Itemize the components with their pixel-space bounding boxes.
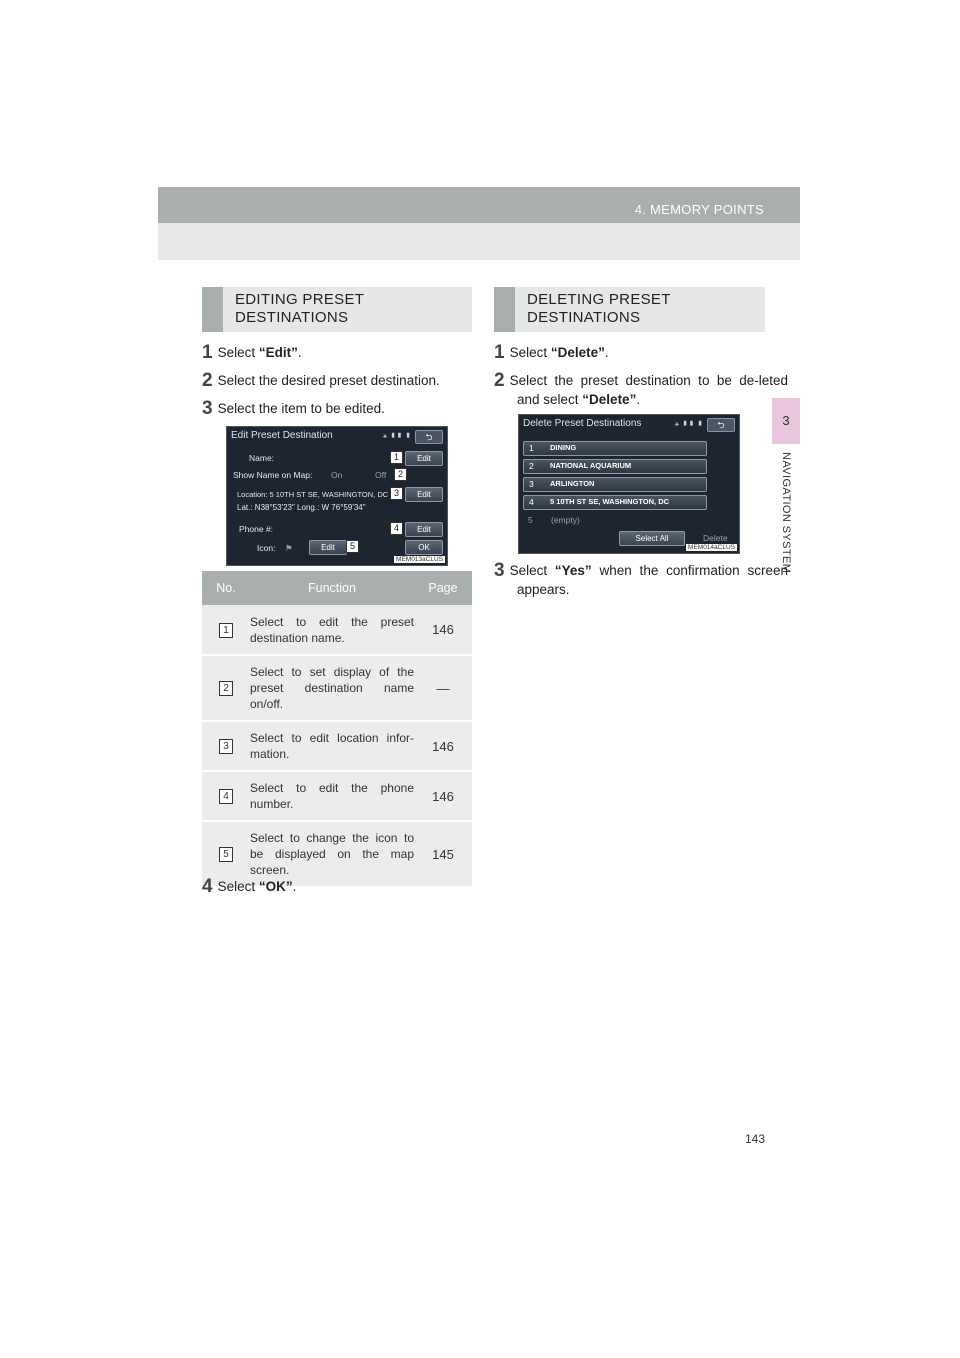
on-option[interactable]: On: [331, 470, 343, 480]
flag-icon: ⚑: [285, 543, 293, 553]
list-item[interactable]: 1 DINING: [523, 441, 707, 456]
header-bar: [158, 187, 800, 223]
page-ref: 146: [414, 771, 472, 821]
item-number: 4: [219, 789, 233, 804]
figure-code: MEM014aCLUS: [688, 544, 735, 551]
screen-title: Delete Preset Destinations: [523, 418, 642, 429]
item-number: 5: [219, 847, 233, 862]
header-function: Function: [250, 571, 414, 605]
callout-4: 4: [390, 522, 403, 535]
edit-name-button[interactable]: Edit: [405, 451, 443, 466]
page-ref: —: [414, 655, 472, 721]
table-row: [202, 771, 472, 821]
heading-stripe: [494, 287, 515, 332]
name-label: Name:: [249, 453, 275, 463]
signal-status-icon: ⚹ ▮▮ ▮: [382, 431, 411, 440]
icon-label: Icon:: [257, 543, 276, 553]
screen-title: Edit Preset Destination: [231, 430, 333, 441]
chapter-title: 4. MEMORY POINTS: [634, 202, 764, 217]
section-heading-deleting: [494, 287, 765, 332]
callout-3: 3: [390, 487, 403, 500]
function-table: [202, 571, 472, 888]
function-text: Select to set display of the preset destination name on/off.: [250, 655, 414, 721]
list-item[interactable]: 3 ARLINGTON: [523, 477, 707, 492]
section-title: DELETING PRESET DESTINATIONS: [527, 291, 671, 326]
figure-code: MEM013aCLUS: [396, 556, 443, 563]
step-1-delete: 1 Select “Delete”.: [494, 342, 609, 363]
phone-label: Phone #:: [239, 524, 274, 534]
chapter-number-tab: 3: [772, 398, 800, 444]
step-3-edit: 3 Select the item to be edited.: [202, 398, 385, 419]
page-ref: 146: [414, 605, 472, 655]
list-item[interactable]: 4 5 10TH ST SE, WASHINGTON, DC: [523, 495, 707, 510]
delete-preset-screen: [518, 414, 740, 554]
empty-slot-label: (empty): [551, 515, 580, 525]
signal-status-icon: ⚹ ▮▮ ▮: [674, 419, 703, 428]
header-page: Page: [414, 571, 472, 605]
step-2-edit: 2 Select the desired preset destination.: [202, 370, 440, 391]
edit-location-button[interactable]: Edit: [405, 487, 443, 502]
function-text: Select to edit the preset destination name.: [250, 605, 414, 655]
select-all-button[interactable]: Select All: [619, 531, 685, 546]
item-number: 2: [219, 681, 233, 696]
header-sub-band: [158, 223, 800, 260]
callout-1: 1: [390, 451, 403, 464]
callout-5: 5: [346, 540, 359, 553]
heading-stripe: [202, 287, 223, 332]
function-text: Select to edit location infor-mation.: [250, 721, 414, 771]
back-button[interactable]: ⮌: [415, 430, 443, 444]
step-1-edit: 1 Select “Edit”.: [202, 342, 302, 363]
empty-slot-number: 5: [528, 515, 533, 525]
table-row: [202, 721, 472, 771]
item-number: 3: [219, 739, 233, 754]
page-ref: 145: [414, 821, 472, 887]
list-item[interactable]: 2 NATIONAL AQUARIUM: [523, 459, 707, 474]
chapter-side-label: NAVIGATION SYSTEM: [780, 452, 792, 574]
section-title: EDITING PRESET DESTINATIONS: [235, 291, 365, 326]
page-number: 143: [745, 1132, 766, 1146]
function-text: Select to change the icon to be displayed on the map screen.: [250, 821, 414, 887]
edit-phone-button[interactable]: Edit: [405, 522, 443, 537]
location-line: Location: 5 10TH ST SE, WASHINGTON, DC: [237, 490, 389, 499]
edit-icon-button[interactable]: Edit: [309, 540, 347, 555]
table-row: [202, 655, 472, 721]
table-header-row: [202, 571, 472, 605]
function-text: Select to edit the phone number.: [250, 771, 414, 821]
edit-preset-screen: [226, 426, 448, 566]
step-2-delete: 2 Select the preset destination to be de-leted and select “Delete”.: [494, 370, 788, 407]
item-number: 1: [219, 623, 233, 638]
header-no: No.: [202, 571, 250, 605]
delete-button[interactable]: Delete: [703, 533, 728, 543]
show-name-label: Show Name on Map:: [233, 470, 313, 480]
back-button[interactable]: ⮌: [707, 418, 735, 432]
page-ref: 146: [414, 721, 472, 771]
ok-button[interactable]: OK: [405, 540, 443, 555]
callout-2: 2: [394, 468, 407, 481]
off-option[interactable]: Off: [375, 470, 387, 480]
section-heading-editing: [202, 287, 472, 332]
table-row: [202, 605, 472, 655]
latlong-line: Lat.: N38°53'23" Long.: W 76°59'34": [237, 503, 366, 512]
step-3-delete: 3 Select “Yes” when the confirmation screen appears.: [494, 560, 788, 597]
step-4-ok: 4 Select “OK”.: [202, 876, 297, 897]
